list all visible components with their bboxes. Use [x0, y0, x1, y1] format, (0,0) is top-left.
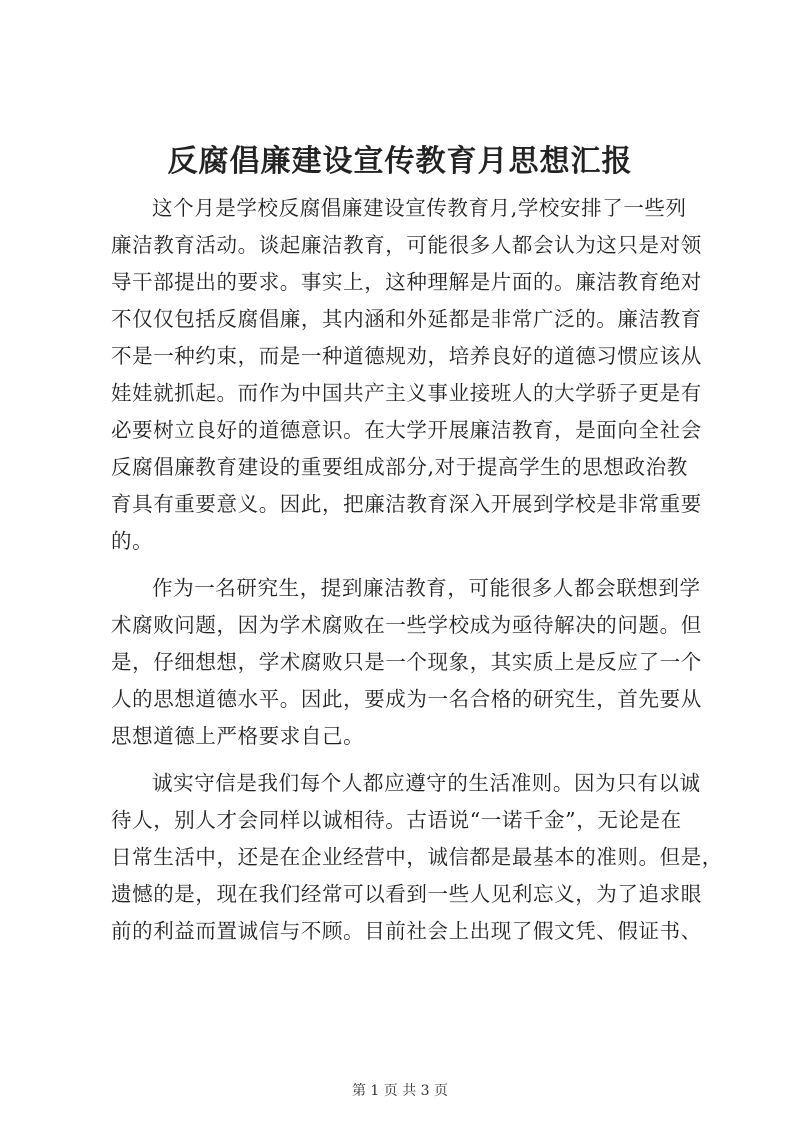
text-line: 不是一种约束，而是一种道德规劝，培养良好的道德习惯应该从	[111, 344, 702, 368]
text-line: 术腐败问题，因为学术腐败在一些学校成为亟待解决的问题。但	[111, 613, 702, 637]
paragraph-2	[111, 570, 705, 755]
text-line: 的。	[111, 529, 154, 553]
text-line: 廉洁教育活动。谈起廉洁教育，可能很多人都会认为这只是对领	[111, 233, 702, 257]
text-line: 育具有重要意义。因此，把廉洁教育深入开展到学校是非常重要	[111, 492, 702, 516]
text-line: 作为一名研究生，提到廉洁教育，可能很多人都会联想到学	[152, 576, 701, 600]
paragraph-3	[111, 765, 723, 950]
document-body	[111, 190, 723, 960]
text-line: 思想道德上严格要求自己。	[111, 724, 365, 748]
page-footer: 第 1 页 共 3 页	[351, 1083, 449, 1099]
text-line: 人的思想道德水平。因此，要成为一名合格的研究生，首先要从	[111, 687, 702, 711]
text-line: 前的利益而置诚信与不顾。目前社会上出现了假文凭、假证书、	[111, 919, 702, 943]
text-line: 不仅仅包括反腐倡廉，其内涵和外延都是非常广泛的。廉洁教育	[111, 307, 702, 331]
text-line: 必要树立良好的道德意识。在大学开展廉洁教育，是面向全社会	[111, 418, 702, 442]
text-line: 诚实守信是我们每个人都应遵守的生活准则。因为只有以诚	[152, 771, 701, 795]
document-title: 反腐倡廉建设宣传教育月思想汇报	[167, 144, 633, 179]
text-line: 日常生活中，还是在企业经营中，诚信都是最基本的准则。但是，	[111, 845, 723, 869]
text-line: 是，仔细想想，学术腐败只是一个现象，其实质上是反应了一个	[111, 650, 702, 674]
paragraph-1	[111, 190, 705, 560]
text-line: 待人，别人才会同样以诚相待。古语说“一诺千金”，无论是在	[111, 808, 682, 832]
text-line: 反腐倡廉教育建设的重要组成部分,对于提高学生的思想政治教	[111, 455, 688, 479]
text-line: 这个月是学校反腐倡廉建设宣传教育月,学校安排了一些列	[152, 196, 687, 220]
text-line: 导干部提出的要求。事实上，这种理解是片面的。廉洁教育绝对	[111, 270, 702, 294]
text-line: 遗憾的是，现在我们经常可以看到一些人见利忘义，为了追求眼	[111, 882, 702, 906]
text-line: 娃娃就抓起。而作为中国共产主义事业接班人的大学骄子更是有	[111, 381, 702, 405]
